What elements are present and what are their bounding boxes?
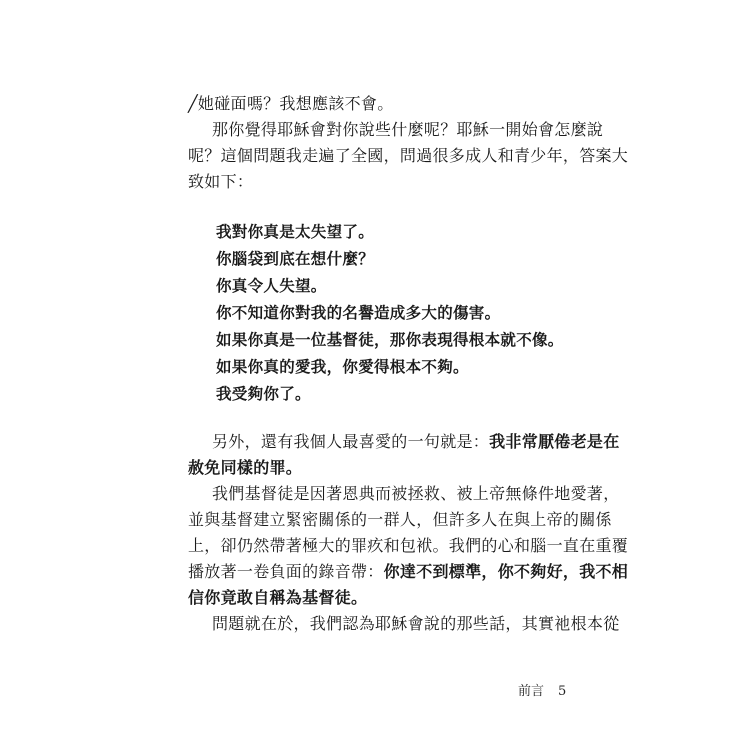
body-line [188, 562, 628, 582]
running-footer-section: 前言 [518, 684, 545, 699]
quote-line: 我對你真是太失望了。 [216, 222, 375, 241]
quote-line: 如果你真的愛我，你愛得根本不夠。 [216, 357, 469, 376]
body-line: 那你覺得耶穌會對你說些什麼呢？耶穌一開始會怎麼說 [212, 120, 604, 139]
body-line: ╱她碰面嗎？我想應該不會。 [188, 94, 394, 113]
body-line: 上，卻仍然帶著極大的罪疚和包袱。我們的心和腦一直在重覆 [188, 536, 629, 555]
body-text: 另外，還有我個人最喜愛的一句就是： [212, 432, 490, 451]
emphasized-line: 赦免同樣的罪。 [188, 458, 303, 477]
body-line: 致如下： [188, 172, 254, 191]
body-line: 我們基督徒是因著恩典而被拯救、被上帝無條件地愛著， [212, 484, 620, 503]
quote-line: 如果你真是一位基督徒，那你表現得根本就不像。 [216, 330, 564, 349]
quote-line: 你真令人失望。 [216, 276, 327, 295]
body-text: 播放著一卷負面的錄音帶： [188, 562, 384, 581]
emphasized-text: 我非常厭倦老是在 [489, 432, 620, 451]
quote-line: 我受夠你了。 [216, 384, 311, 403]
quote-line: 你不知道你對我的名譽造成多大的傷害。 [216, 303, 501, 322]
page-number: 5 [558, 684, 567, 699]
body-line: 並與基督建立緊密關係的一群人，但許多人在與上帝的關係 [188, 510, 612, 529]
quote-line: 你腦袋到底在想什麼？ [216, 249, 375, 268]
body-line: 呢？這個問題我走遍了全國，問過很多成人和青少年，答案大 [188, 146, 629, 165]
body-line: 問題就在於，我們認為耶穌會說的那些話，其實祂根本從 [212, 614, 620, 633]
body-line [212, 432, 620, 452]
emphasized-text: 你達不到標準，你不夠好，我不相 [383, 562, 629, 581]
emphasized-line: 信你竟敢自稱為基督徒。 [188, 588, 368, 607]
